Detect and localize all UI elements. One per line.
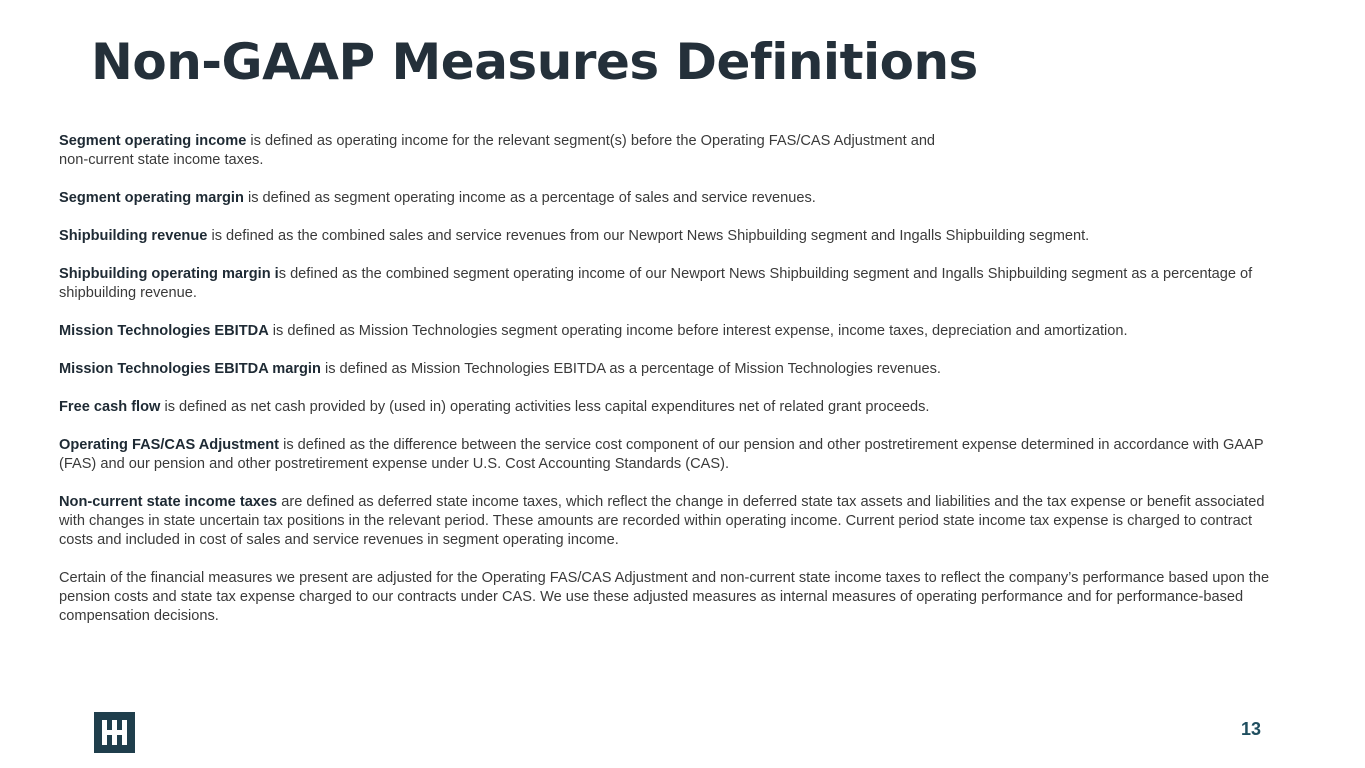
closing-paragraph: Certain of the financial measures we present are adjusted for the Operating FAS/CAS Adjustment and non-current state income taxes to reflect the company’s performance based upon the pension costs and state tax expense charged to our contracts under CAS. We use these adjusted measures as internal measures of operating performance and for performance-based compensation decisions.: [59, 570, 1270, 624]
definition-non-current-state-income-taxes: [59, 493, 1289, 550]
definition-text: is defined as operating income for the relevant segment(s) before the Operating FAS/CAS Adjustment and: [246, 133, 936, 149]
definition-text: are defined as deferred state income taxes, which reflect the change in deferred state tax assets and liabilities and the tax expense or benefit associated with changes in state uncertain tax positions in the relevant period. These amounts are recorded within operating income. Current period state income tax expense is charged to contract costs and included in cost of sales and service revenues in segment operating income.: [59, 494, 1265, 548]
definition-text: is defined as segment operating income as a percentage of sales and service revenues.: [243, 190, 816, 206]
definition-term: Mission Technologies EBITDA: [59, 323, 269, 339]
definition-term: Segment operating income: [59, 133, 247, 149]
definition-text: is defined as the combined sales and service revenues from our Newport News Shipbuilding segment and Ingalls Shipbuilding segment.: [207, 228, 1090, 244]
definition-shipbuilding-operating-margin: [59, 265, 1289, 303]
definition-term: Shipbuilding revenue: [59, 228, 208, 244]
definition-mission-technologies-ebitda-margin: [59, 360, 1289, 379]
definition-term: Free cash flow: [59, 399, 161, 415]
definition-term: Segment operating margin: [59, 190, 244, 206]
definitions-body: [59, 132, 1289, 645]
definition-text-continued: non-current state income taxes.: [59, 152, 264, 168]
definition-term: Non-current state income taxes: [59, 494, 278, 510]
definition-segment-operating-margin: [59, 189, 1289, 208]
hii-logo-mark: [94, 712, 135, 753]
hii-logo-icon: [94, 712, 135, 753]
definition-text: s defined as the combined segment operating income of our Newport News Shipbuilding segment and Ingalls Shipbuilding segment as a percentage of shipbuilding revenue.: [59, 266, 1253, 301]
definition-operating-fas-cas-adjustment: [59, 436, 1289, 474]
definition-term: Operating FAS/CAS Adjustment: [59, 437, 280, 453]
page-title: Non-GAAP Measures Definitions: [91, 33, 978, 91]
definition-text: is defined as Mission Technologies segment operating income before interest expense, income taxes, depreciation and amortization.: [268, 323, 1128, 339]
definition-mission-technologies-ebitda: [59, 322, 1289, 341]
definition-shipbuilding-revenue: [59, 227, 1289, 246]
definition-term: Mission Technologies EBITDA margin: [59, 361, 321, 377]
definition-term: Shipbuilding operating margin i: [59, 266, 279, 282]
definition-text: is defined as Mission Technologies EBITDA as a percentage of Mission Technologies revenues.: [320, 361, 941, 377]
definition-free-cash-flow: [59, 398, 1289, 417]
definition-text: is defined as the difference between the service cost component of our pension and other postretirement expense determined in accordance with GAAP (FAS) and our pension and other postretirement expense under U.S. Cost Accounting Standards (CAS).: [59, 437, 1264, 472]
definition-text: is defined as net cash provided by (used in) operating activities less capital expenditures net of related grant proceeds.: [160, 399, 930, 415]
definition-segment-operating-income: [59, 132, 1289, 170]
page-number: 13: [1240, 719, 1261, 739]
